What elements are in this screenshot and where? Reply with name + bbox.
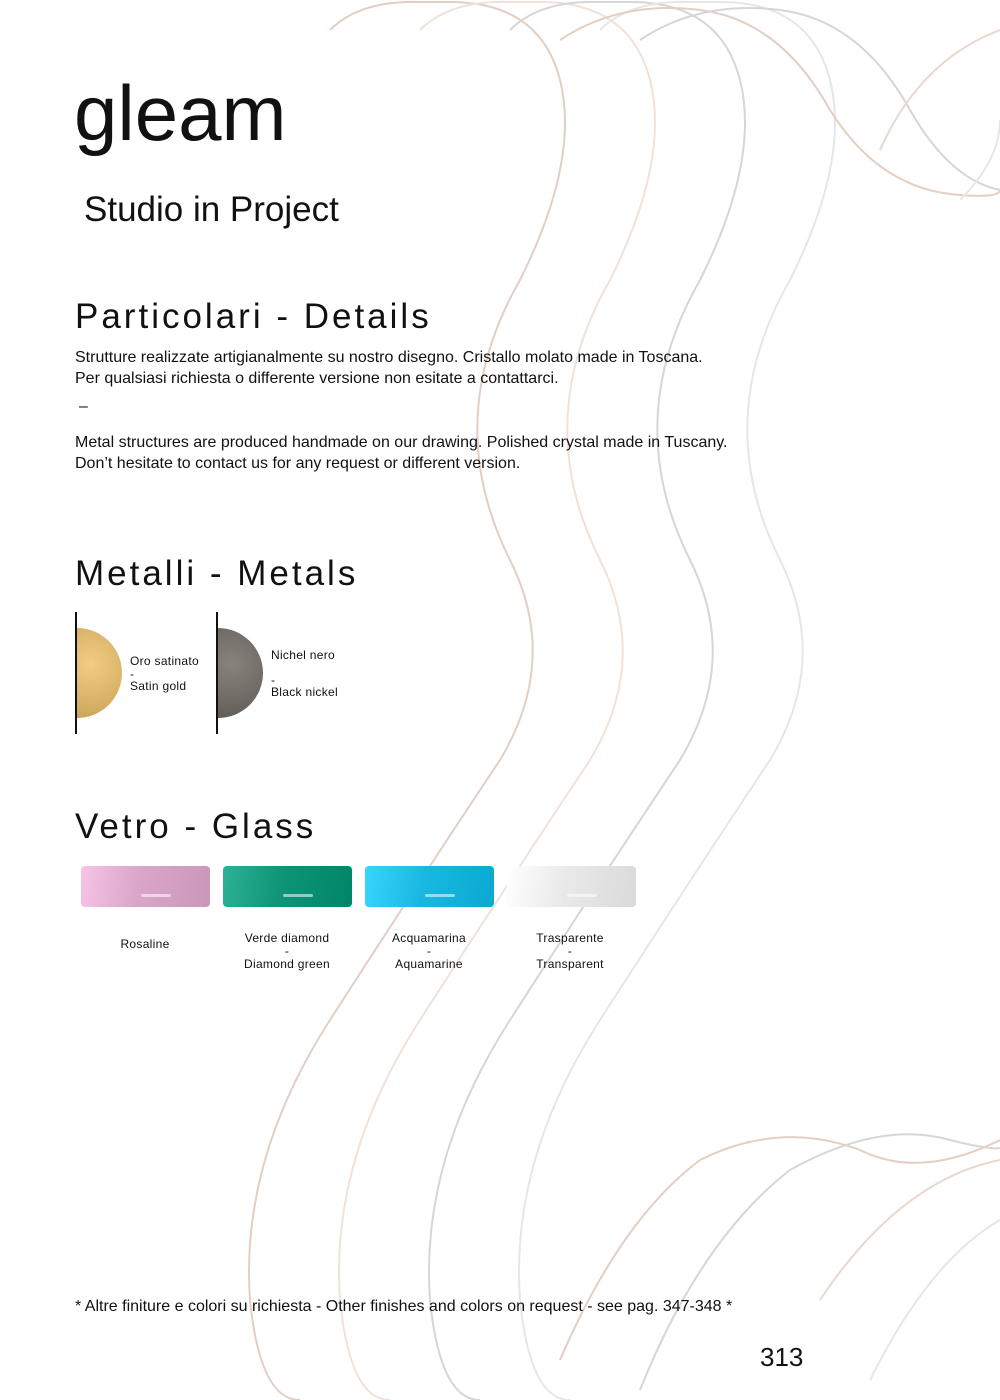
glass-swatch-diamond-green <box>223 866 352 907</box>
details-separator: – <box>79 398 88 415</box>
metals-heading: Metalli - Metals <box>75 554 359 593</box>
glass-name-italian: Acquamarina <box>391 931 466 945</box>
wave-line <box>339 2 655 1400</box>
metal-color-sample <box>218 628 263 718</box>
metal-name-english: Satin gold <box>130 679 187 693</box>
details-english-text <box>75 432 875 474</box>
metal-name-italian: Nichel nero <box>271 648 335 662</box>
glass-swatch-transparent <box>507 866 636 907</box>
glass-name-english: Transparent <box>536 957 604 971</box>
glass-name-italian: Rosaline <box>120 937 170 951</box>
details-english-line2: Don’t hesitate to contact us for any request or different version. <box>75 455 521 472</box>
details-italian-text <box>75 347 875 389</box>
glass-name-english: Aquamarine <box>395 957 463 971</box>
wave-line <box>560 8 1000 196</box>
metal-swatch-satin-gold <box>75 612 205 734</box>
details-italian-line1: Strutture realizzate artigianalmente su nostro disegno. Cristallo molato made in Toscana. <box>75 349 703 366</box>
glass-label-rosaline <box>75 938 215 951</box>
glass-name-separator: - <box>284 944 290 958</box>
wave-line <box>820 1160 1000 1300</box>
wave-line <box>429 2 745 1400</box>
page-title: gleam <box>74 69 287 157</box>
glass-label-aquamarine <box>359 932 499 971</box>
metal-name-separator: - <box>271 673 276 687</box>
metal-name-english: Black nickel <box>271 685 338 699</box>
details-italian-line2: Per qualsiasi richiesta o differente versione non esitate a contattarci. <box>75 370 559 387</box>
glass-highlight <box>567 894 597 897</box>
glass-label-diamond-green <box>217 932 357 971</box>
footnote: * Altre finiture e colori su richiesta - Other finishes and colors on request - see pag. 347-348 * <box>75 1298 733 1315</box>
glass-heading: Vetro - Glass <box>75 807 317 846</box>
glass-highlight <box>141 894 171 897</box>
glass-name-italian: Verde diamond <box>244 931 330 945</box>
wave-line <box>640 8 1000 190</box>
glass-highlight <box>425 894 455 897</box>
metal-swatch-black-nickel <box>216 612 346 734</box>
glass-highlight <box>283 894 313 897</box>
glass-name-separator: - <box>426 944 432 958</box>
details-english-line1: Metal structures are produced handmade on our drawing. Polished crystal made in Tuscany. <box>75 434 728 451</box>
glass-name-english: Diamond green <box>244 957 330 971</box>
glass-label-transparent <box>500 932 640 971</box>
wave-line <box>870 1220 1000 1380</box>
metal-color-sample <box>77 628 122 718</box>
wave-line <box>560 1137 1000 1360</box>
page-number: 313 <box>760 1342 804 1372</box>
metal-name-separator: - <box>130 667 135 681</box>
glass-name-separator: - <box>567 944 573 958</box>
wave-line <box>519 2 835 1400</box>
metal-name-italian: Oro satinato <box>130 654 199 668</box>
glass-name-italian: Trasparente <box>536 931 604 945</box>
glass-swatch-rosaline <box>81 866 210 907</box>
page-subtitle: Studio in Project <box>84 190 339 229</box>
wave-line <box>640 1134 1000 1390</box>
glass-swatch-aquamarine <box>365 866 494 907</box>
details-heading: Particolari - Details <box>75 297 432 336</box>
